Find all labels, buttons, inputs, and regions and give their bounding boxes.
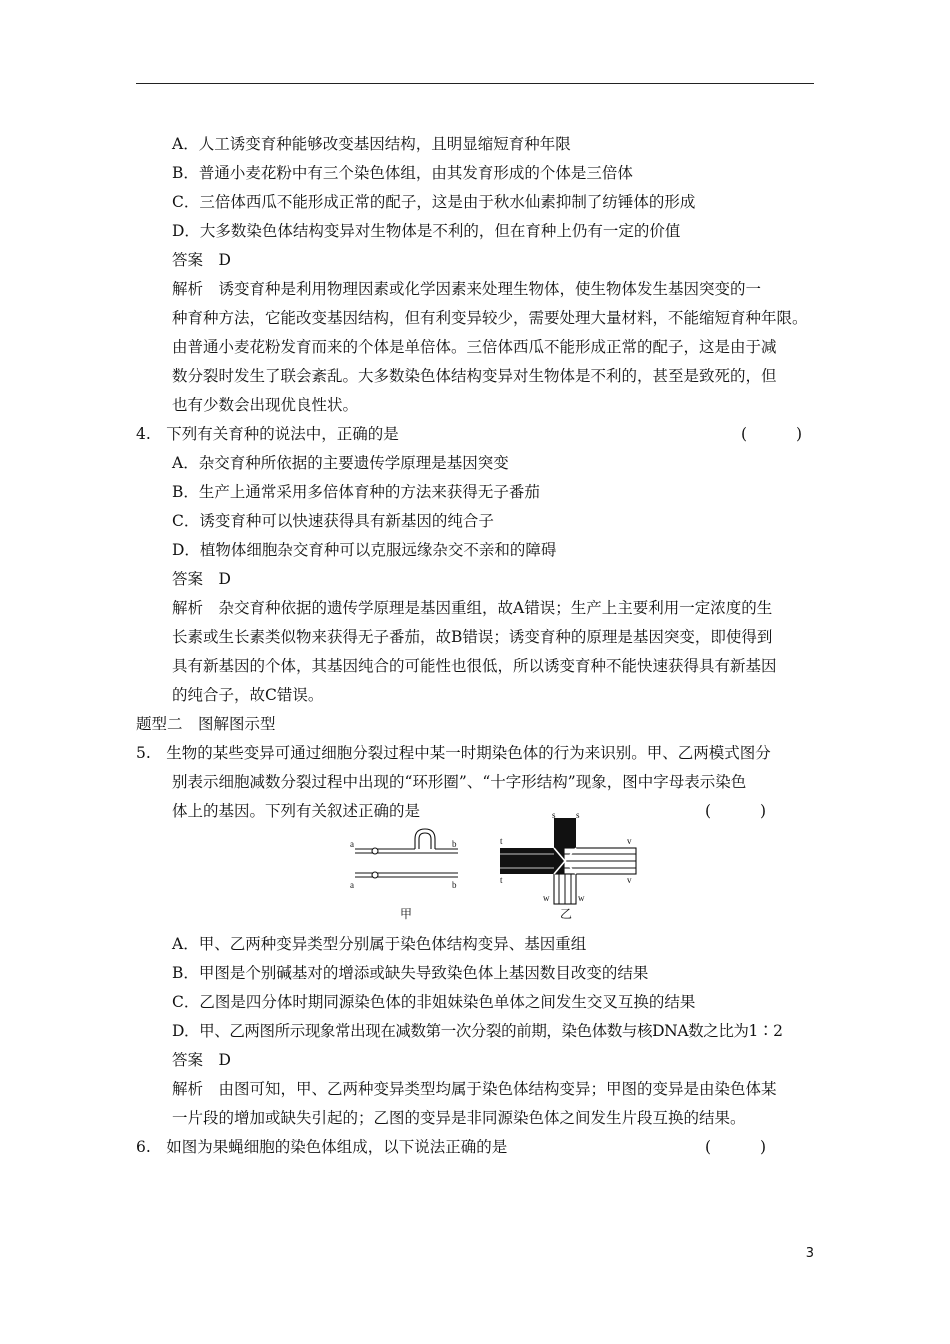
q4-answer-paren: ( ) xyxy=(741,425,809,443)
q5-answer: 答案 D xyxy=(172,1051,231,1069)
q3-option-a: A．人工诱变育种能够改变基因结构，且明显缩短育种年限 xyxy=(172,135,571,153)
jia-caption: 甲 xyxy=(400,907,413,921)
yi-gene-top-left: s xyxy=(552,812,556,820)
chromosome-figure xyxy=(348,812,648,922)
q6-answer-paren: ( ) xyxy=(705,1138,773,1156)
jia-gene-right-bottom: b xyxy=(452,880,457,890)
q3-analysis-line: 数分裂时发生了联会紊乱。大多数染色体结构变异对生物体是不利的，甚至是致死的，但 xyxy=(172,367,777,385)
yi-gene-left-bottom: t xyxy=(500,875,503,885)
q3-analysis-line: 解析 诱变育种是利用物理因素或化学因素来处理生物体，使生物体发生基因突变的一 xyxy=(172,280,762,298)
yi-caption: 乙 xyxy=(560,907,573,921)
header-rule xyxy=(136,83,814,84)
q4-option-b: B．生产上通常采用多倍体育种的方法来获得无子番茄 xyxy=(172,483,540,501)
jia-gene-left-top: a xyxy=(350,839,354,849)
q4-analysis-line: 具有新基因的个体，其基因纯合的可能性也很低，所以诱变育种不能快速获得具有新基因 xyxy=(172,657,777,675)
yi-gene-right-bottom: v xyxy=(627,875,632,885)
yi-gene-top-right: s xyxy=(576,812,580,820)
q5-option-c: C．乙图是四分体时期同源染色体的非姐妹染色单体之间发生交叉互换的结果 xyxy=(172,993,696,1011)
jia-gene-left-bottom: a xyxy=(350,880,354,890)
q3-option-b: B．普通小麦花粉中有三个染色体组，由其发育形成的个体是三倍体 xyxy=(172,164,633,182)
yi-gene-bottom-right: w xyxy=(578,893,585,903)
q4-answer: 答案 D xyxy=(172,570,231,588)
q4-option-c: C．诱变育种可以快速获得具有新基因的纯合子 xyxy=(172,512,494,530)
q5-analysis-line: 解析 由图可知，甲、乙两种变异类型均属于染色体结构变异；甲图的变异是由染色体某 xyxy=(172,1080,777,1098)
figure-yi-cross-diagram xyxy=(500,818,636,904)
q3-analysis-line: 种育种方法，它能改变基因结构，但有利变异较少，需要处理大量材料，不能缩短育种年限。 xyxy=(172,309,808,327)
q3-analysis-line: 也有少数会出现优良性状。 xyxy=(172,396,359,414)
q5-analysis-line: 一片段的增加或缺失引起的；乙图的变异是非同源染色体之间发生片段互换的结果。 xyxy=(172,1109,746,1127)
jia-gene-right-top: b xyxy=(452,839,457,849)
yi-gene-bottom-left: w xyxy=(543,893,550,903)
q4-stem: 4. 下列有关育种的说法中，正确的是 xyxy=(136,425,399,443)
q4-option-a: A．杂交育种所依据的主要遗传学原理是基因突变 xyxy=(172,454,509,472)
yi-gene-left-top: t xyxy=(500,836,503,846)
q3-option-c: C．三倍体西瓜不能形成正常的配子，这是由于秋水仙素抑制了纺锤体的形成 xyxy=(172,193,696,211)
figure-jia-loop-diagram xyxy=(355,829,458,878)
q3-analysis-line: 由普通小麦花粉发育而来的个体是单倍体。三倍体西瓜不能形成正常的配子，这是由于减 xyxy=(172,338,777,356)
q5-option-b: B．甲图是个别碱基对的增添或缺失导致染色体上基因数目改变的结果 xyxy=(172,964,649,982)
q4-analysis-line: 解析 杂交育种依据的遗传学原理是基因重组，故A错误；生产上主要利用一定浓度的生 xyxy=(172,599,773,617)
q5-stem-line: 体上的基因。下列有关叙述正确的是 xyxy=(172,802,421,820)
q5-stem-line: 别表示细胞减数分裂过程中出现的“环形圈”、“十字形结构”现象，图中字母表示染色 xyxy=(172,773,747,791)
q5-option-a: A．甲、乙两种变异类型分别属于染色体结构变异、基因重组 xyxy=(172,935,587,953)
q5-stem-line: 5. 生物的某些变异可通过细胞分裂过程中某一时期染色体的行为来识别。甲、乙两模式图分 xyxy=(136,744,771,762)
q3-option-d: D．大多数染色体结构变异对生物体是不利的，但在育种上仍有一定的价值 xyxy=(172,222,681,240)
q4-analysis-line: 长素或生长素类似物来获得无子番茄，故B错误；诱变育种的原理是基因突变，即使得到 xyxy=(172,628,773,646)
yi-gene-right-top: v xyxy=(627,836,632,846)
q4-option-d: D．植物体细胞杂交育种可以克服远缘杂交不亲和的障碍 xyxy=(172,541,557,559)
q3-answer: 答案 D xyxy=(172,251,231,269)
q5-answer-paren: ( ) xyxy=(705,802,773,820)
page-number: 3 xyxy=(805,1246,814,1261)
q5-option-d: D．甲、乙两图所示现象常出现在减数第一次分裂的前期，染色体数与核DNA数之比为1∶2 xyxy=(172,1022,783,1040)
section-title: 题型二 图解图示型 xyxy=(136,715,276,733)
q4-analysis-line: 的纯合子，故C错误。 xyxy=(172,686,324,704)
q6-stem: 6. 如图为果蝇细胞的染色体组成，以下说法正确的是 xyxy=(136,1138,508,1156)
